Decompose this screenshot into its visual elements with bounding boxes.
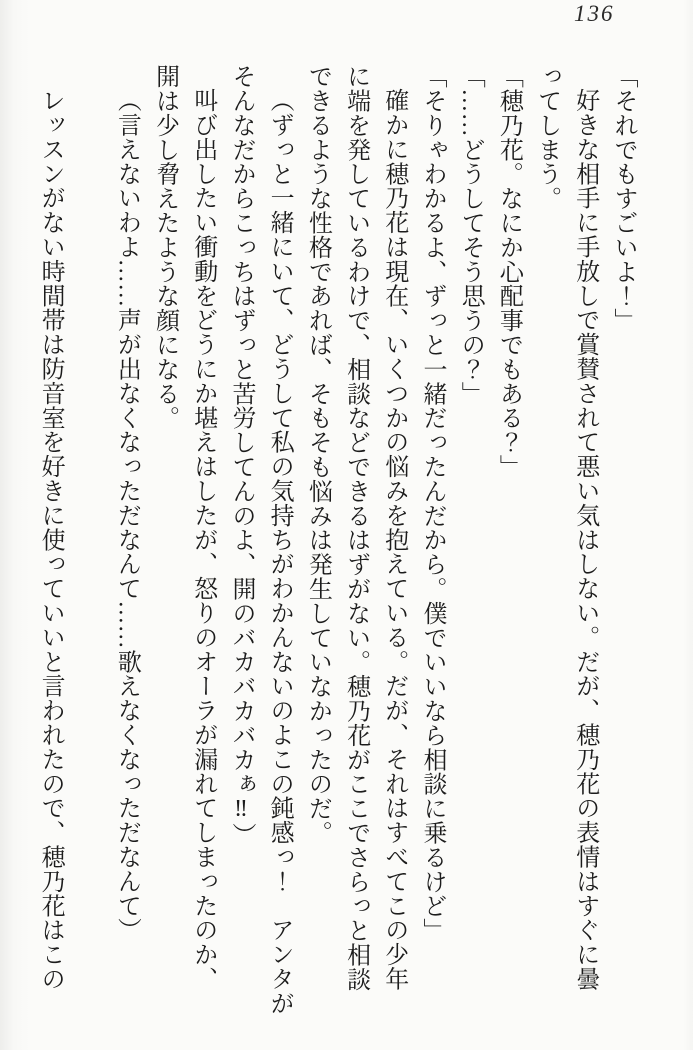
page-number: 136 [574,1,615,26]
text-line: 好きな相手に手放しで賞賛されて悪い気はしない。だが、穂乃花の表情はすぐに曇 [571,88,598,991]
text-line: できるような性格であれば、そもそも悩みは発生していなかったのだ。 [304,64,331,845]
text-line: 「穂乃花。なにか心配事でもある？」 [495,64,522,479]
text-line: そんなだからこっちはずっと苦労してんのよ、開のバカバカバカぁ‼） [227,64,254,847]
text-line: （言えないわよ……声が出なくなっただなんて……歌えなくなっただなんて） [113,88,140,942]
text-line: ってしまう。 [533,64,560,211]
text-line: 「……どうしてそう思うの？」 [457,64,484,406]
text-line: レッスンがない時間帯は防音室を好きに使っていいと言われたので、穂乃花はこの [37,88,64,991]
text-line: 「そりゃわかるよ、ずっと一緒だったんだから。僕でいいなら相談に乗るけど」 [418,64,445,943]
text-line: （ずっと一緒にいて、どうして私の気持ちがわかんないのよこの鈍感っ！ アンタが [266,88,293,1016]
vertical-text-block [30,64,642,1016]
blank-line [69,64,107,980]
text-line: 開は少し脅えたような顔になる。 [151,64,178,430]
text-line: 確かに穂乃花は現在、いくつかの悩みを抱えている。だが、それはすべてこの少年 [380,88,407,991]
text-line: 叫び出したい衝動をどうにか堪えはしたが、怒りのオーラが漏れてしまったのか、 [189,88,216,991]
text-line: に端を発しているわけで、相談などできるはずがない。穂乃花がここでさらっと相談 [342,64,369,992]
text-line: 「それでもすごいよ！」 [610,64,636,333]
